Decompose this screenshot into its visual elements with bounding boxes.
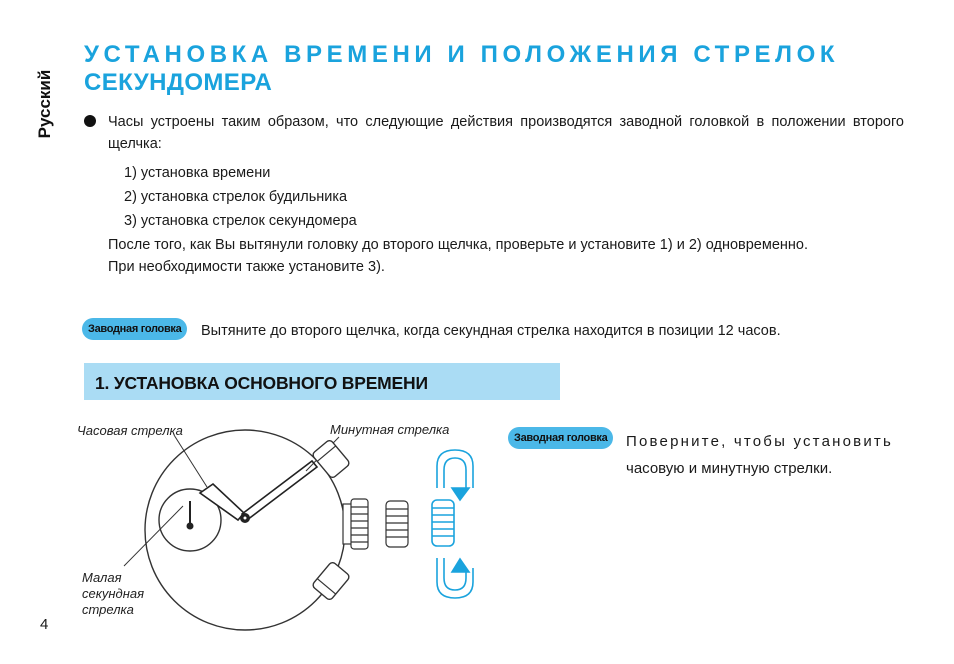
small-second-label-line: стрелка <box>82 602 134 617</box>
small-second-pivot <box>187 523 194 530</box>
crown-badge: Заводная головка <box>508 427 613 449</box>
small-second-label <box>82 570 144 618</box>
pulled-crown <box>386 501 408 547</box>
after-line-2: При необходимости также установите 3). <box>108 259 385 275</box>
title-line-1: УСТАНОВКА ВРЕМЕНИ И ПОЛОЖЕНИЯ СТРЕЛОК <box>84 41 840 68</box>
hour-hand-leader <box>174 435 207 487</box>
list-item: 3) установка стрелок секундомера <box>124 213 357 229</box>
upper-pusher <box>312 439 351 479</box>
section-heading: 1. УСТАНОВКА ОСНОВНОГО ВРЕМЕНИ <box>95 373 428 393</box>
hour-hand-label: Часовая стрелка <box>77 423 183 438</box>
after-line-1: После того, как Вы вытянули головку до второго щелчка, проверьте и установите 1) и 2) одновременно. <box>108 237 809 253</box>
hour-hand <box>200 484 244 520</box>
small-second-label-line: Малая <box>82 570 122 585</box>
pull-instruction: Вытяните до второго щелчка, когда секундная стрелка находится в позиции 12 часов. <box>201 323 781 339</box>
minute-hand <box>242 461 317 520</box>
page-number: 4 <box>40 616 49 633</box>
list-item: 2) установка стрелок будильника <box>124 189 348 205</box>
rotation-arrows-icon <box>432 450 473 598</box>
small-second-label-line: секундная <box>82 586 145 601</box>
language-label: Русский <box>35 69 54 139</box>
crown-badge: Заводная головка <box>82 318 187 340</box>
small-second-leader <box>124 506 183 566</box>
rotate-line-1: Поверните, чтобы установить <box>626 433 893 450</box>
list-item: 1) установка времени <box>124 165 271 181</box>
watch-case <box>145 430 345 630</box>
rotate-line-2: часовую и минутную стрелки. <box>626 460 833 477</box>
title-line-2: СЕКУНДОМЕРА <box>84 69 273 96</box>
rotate-instruction <box>626 428 908 482</box>
watch-crown <box>343 499 368 549</box>
lower-pusher <box>312 561 351 601</box>
minute-hand-label: Минутная стрелка <box>330 422 450 437</box>
intro-paragraph: Часы устроены таким образом, что следующие действия производятся заводной головкой в положении второго щелчка: <box>108 114 904 152</box>
